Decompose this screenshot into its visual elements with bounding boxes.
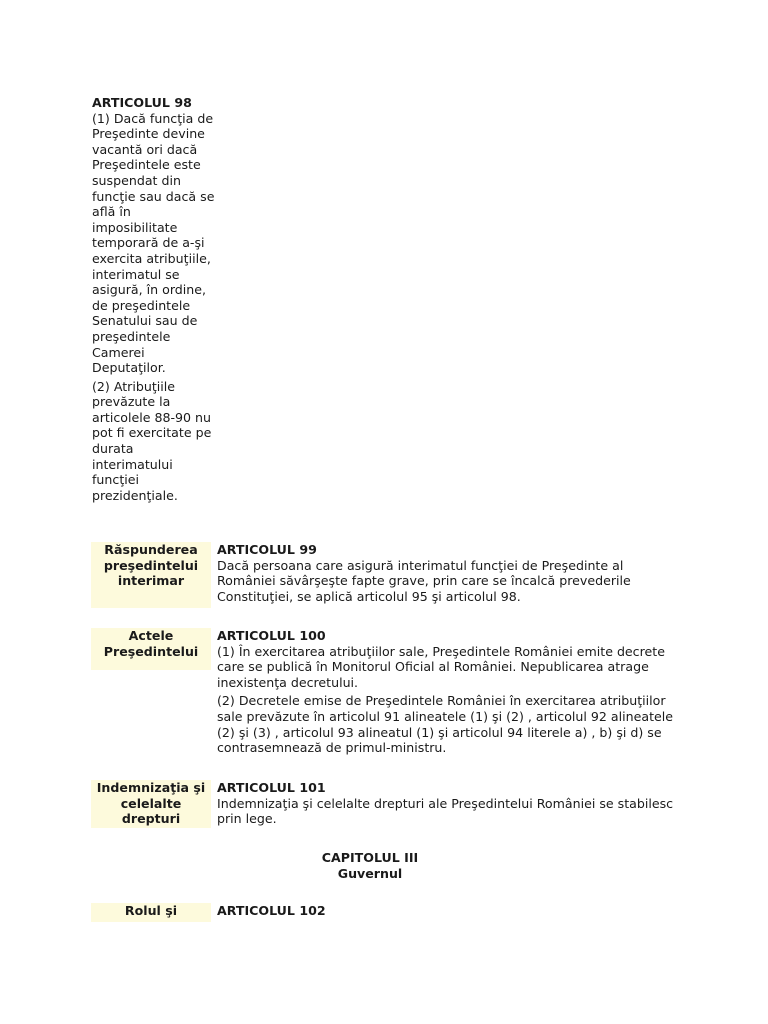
article-98 — [92, 95, 217, 503]
article-99-side-label: Răspunderea preşedintelui interimar — [91, 542, 211, 608]
article-100-paragraph-2: (2) Decretele emise de Preşedintele României în exercitarea atribuţiilor sale prevăzute în articolul 91 alineatele (1) şi (2) , articolul 92 alineatele (2) şi (3) , articolul 93 alineatul (1) şi articolul 94 literele a) , b) şi d) se contrasemnează de primul-ministru. — [217, 693, 674, 756]
article-101-side-label: Indemnizaţia şi celelalte drepturi — [91, 780, 211, 828]
article-100 — [217, 628, 677, 756]
article-100-paragraph-1: (1) În exercitarea atribuţiilor sale, Preşedintele României emite decrete care se publică în Monitorul Oficial al României. Nepublicarea atrage inexistenţa decretului. — [217, 643, 665, 690]
article-101-title: ARTICOLUL 101 — [217, 780, 326, 795]
chapter-number: CAPITOLUL III — [321, 850, 419, 865]
article-98-paragraph-1: (1) Dacă funcţia de Preşedinte devine vacantă ori dacă Preşedintele este suspendat din funcţie sau dacă se află în imposibilitate temporară de a-şi exercita atribuţiile, interimatul se asigură, în ordine, de preşedintele Senatului sau de preşedintele Camerei Deputaţilor. — [92, 110, 215, 376]
article-98-title: ARTICOLUL 98 — [92, 95, 192, 110]
article-99-title: ARTICOLUL 99 — [217, 542, 317, 557]
article-99 — [217, 542, 677, 604]
chapter-name: Guvernul — [337, 865, 403, 881]
article-102-title: ARTICOLUL 102 — [217, 903, 326, 918]
article-102 — [217, 903, 677, 919]
article-99-paragraph-1: Dacă persoana care asigură interimatul funcţiei de Preşedinte al României săvârşeşte fapte grave, prin care se încalcă prevederile Constituţiei, se aplică articolul 95 şi articolul 98. — [217, 557, 631, 604]
article-102-side-label: Rolul şi — [91, 903, 211, 922]
chapter-heading — [217, 850, 523, 881]
article-100-side-label: Actele Preşedintelui — [91, 628, 211, 670]
article-98-paragraph-2: (2) Atribuţiile prevăzute la articolele 88-90 nu pot fi exercitate pe durata interimatului funcţiei prezidenţiale. — [92, 378, 212, 503]
article-100-title: ARTICOLUL 100 — [217, 628, 326, 643]
article-101 — [217, 780, 677, 827]
article-101-paragraph-1: Indemnizaţia şi celelalte drepturi ale Preşedintelui României se stabilesc prin lege. — [217, 795, 674, 827]
